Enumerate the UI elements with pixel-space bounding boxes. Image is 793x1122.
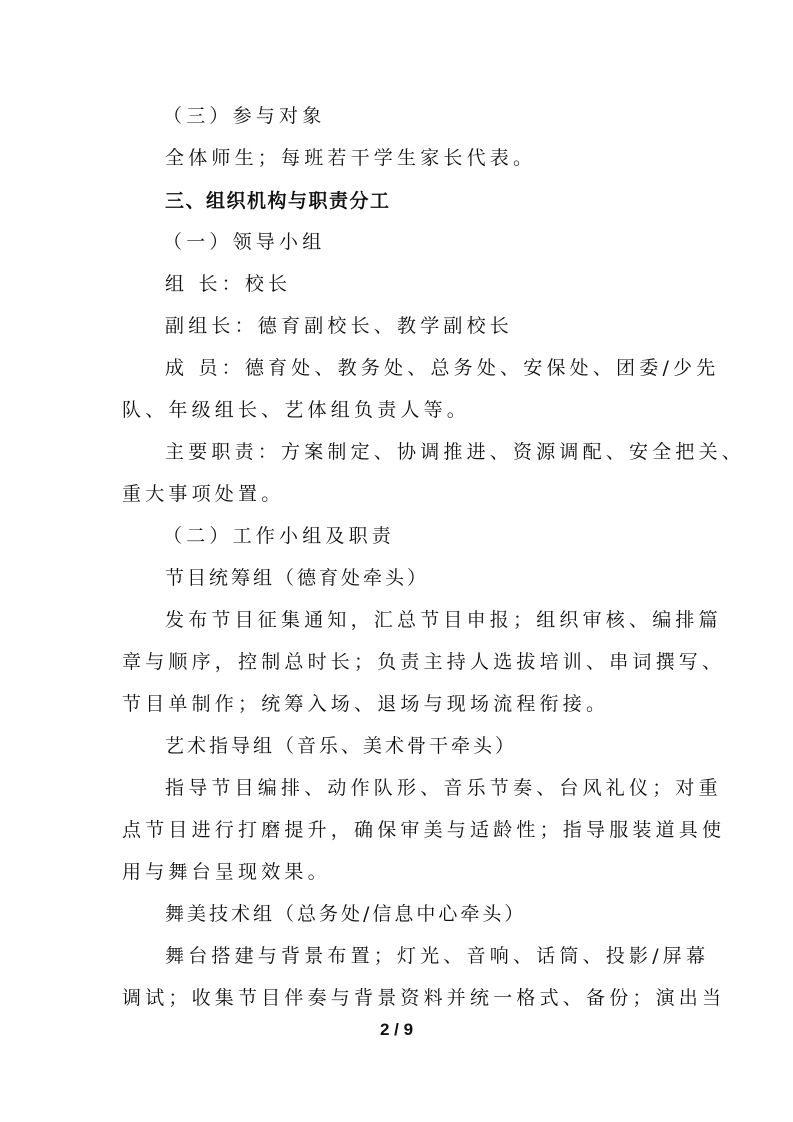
paragraph-line: 节目单制作；统筹入场、退场与现场流程衔接。 [122,693,610,715]
paragraph-line: 队、年级组长、艺体组负责人等。 [122,399,471,421]
paragraph-line: 主要职责：方案制定、协调推进、资源调配、安全把关、 [165,441,746,463]
section-heading: 三、组织机构与职责分工 [165,190,391,212]
paragraph-line: 发布节目征集通知，汇总节目申报；组织审核、编排篇 [165,609,722,631]
paragraph-line: 全体师生；每班若干学生家长代表。 [165,147,537,169]
group-title: 舞美技术组（总务处/信息中心牵头） [165,903,527,925]
paragraph-line: 指导节目编排、动作队形、音乐节奏、台风礼仪；对重 [165,777,722,799]
paragraph-line: 用与舞台呈现效果。 [122,861,331,883]
paragraph-line: 点节目进行打磨提升，确保审美与适龄性；指导服装道具使 [122,819,726,841]
subheading-participants: （三）参与对象 [163,105,326,127]
paragraph-line: 组 长：校长 [165,273,292,295]
page-number: 2 / 9 [379,1020,414,1039]
paragraph-line: 舞台搭建与背景布置；灯光、音响、话筒、投影/屏幕 [165,945,710,967]
paragraph-line: 副组长：德育副校长、教学副校长 [165,315,514,337]
paragraph-line: 重大事项处置。 [122,483,285,505]
subheading-working-groups: （二）工作小组及职责 [163,525,396,547]
group-title: 艺术指导组（音乐、美术骨干牵头） [165,735,518,757]
subheading-leadership: （一）领导小组 [163,231,326,253]
paragraph-line: 成 员：德育处、教务处、总务处、安保处、团委/少先 [165,357,720,379]
paragraph-line: 调试；收集节目伴奏与背景资料并统一格式、备份；演出当 [122,987,726,1009]
paragraph-line: 章与顺序，控制总时长；负责主持人选拔培训、串词撰写、 [122,651,726,673]
group-title: 节目统筹组（德育处牵头） [165,567,430,589]
